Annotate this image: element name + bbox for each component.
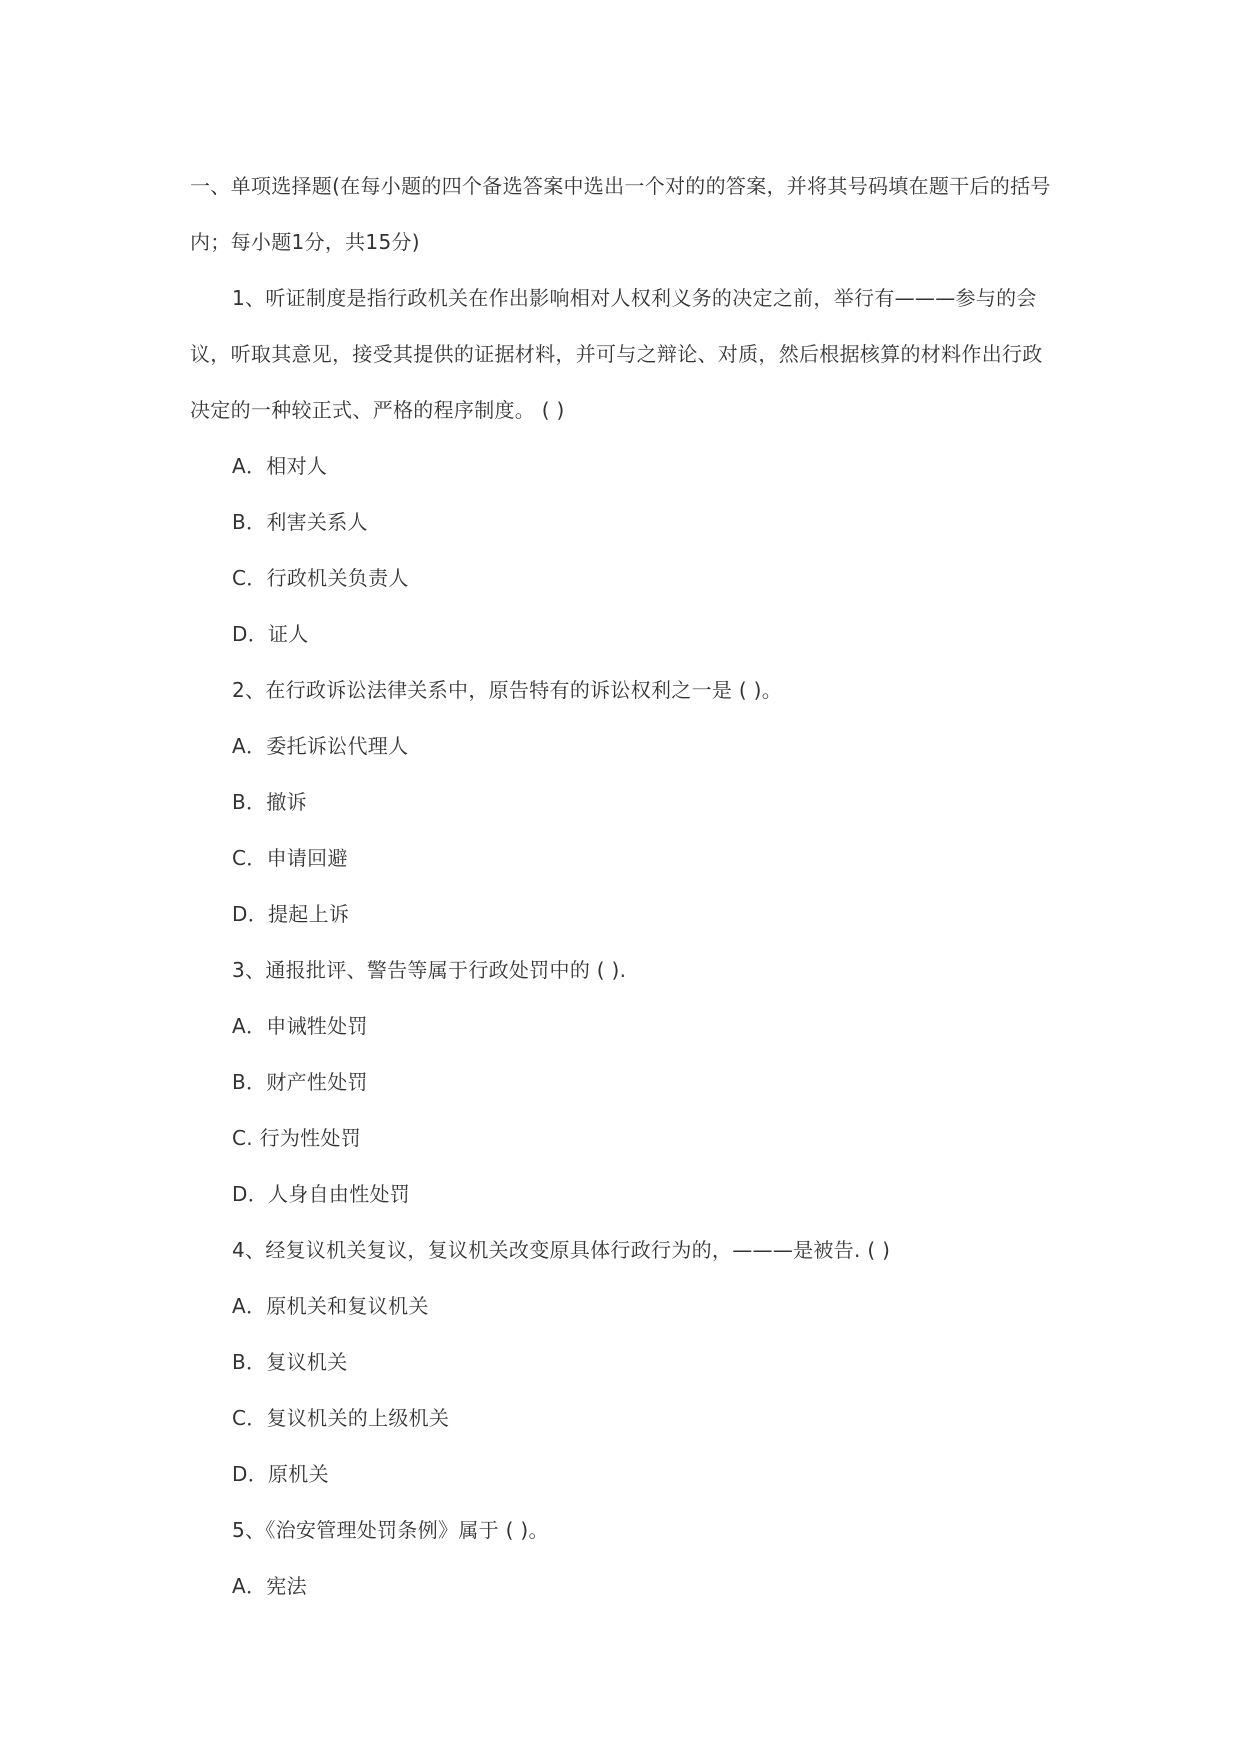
option-d: D．人身自由性处罚: [232, 1182, 411, 1206]
option-a: A．宪法: [232, 1574, 307, 1598]
option-b: B．撤诉: [232, 790, 307, 814]
option-c: C．行政机关负责人: [232, 566, 409, 590]
option-list: [190, 998, 1060, 1222]
option-a: A．委托诉讼代理人: [232, 734, 409, 758]
section-heading: 一、单项选择题(在每小题的四个备选答案中选出一个对的的答案，并将其号码填在题干后的括号内；每小题1分，共15分): [190, 174, 1051, 254]
question-1: [190, 270, 1060, 662]
option-list: [190, 1558, 1060, 1614]
question-3: [190, 942, 1060, 1222]
option-b: B．利害关系人: [232, 510, 368, 534]
question-stem: 4、经复议机关复议，复议机关改变原具体行政行为的，———是被告. ( ): [232, 1238, 891, 1262]
option-a: A．相对人: [232, 454, 328, 478]
option-list: [190, 1278, 1060, 1502]
option-list: [190, 438, 1060, 662]
option-c: C．复议机关的上级机关: [232, 1406, 450, 1430]
question-2: [190, 662, 1060, 942]
option-d: D．证人: [232, 622, 309, 646]
question-5: [190, 1502, 1060, 1614]
option-d: D．提起上诉: [232, 902, 350, 926]
question-stem: 1、听证制度是指行政机关在作出影响相对人权利义务的决定之前，举行有———参与的会议，听取其意见，接受其提供的证据材料，并可与之辩论、对质，然后根据核算的材料作出行政决定的一种较正式、严格的程序制度。 ( ): [190, 286, 1043, 422]
question-4: [190, 1222, 1060, 1502]
option-c: C. 行为性处罚: [232, 1126, 362, 1150]
option-c: C．申请回避: [232, 846, 348, 870]
question-stem: 2、在行政诉讼法律关系中，原告特有的诉讼权利之一是 ( )。: [232, 678, 783, 702]
option-list: [190, 718, 1060, 942]
option-b: B．复议机关: [232, 1350, 348, 1374]
question-stem: 3、通报批评、警告等属于行政处罚中的 ( ).: [232, 958, 627, 982]
option-a: A．申诫牲处罚: [232, 1014, 368, 1038]
document-content: [190, 158, 1060, 1614]
option-a: A．原机关和复议机关: [232, 1294, 429, 1318]
question-stem: 5、《治安管理处罚条例》属于 ( )。: [232, 1518, 549, 1542]
option-b: B．财产性处罚: [232, 1070, 368, 1094]
option-d: D．原机关: [232, 1462, 329, 1486]
